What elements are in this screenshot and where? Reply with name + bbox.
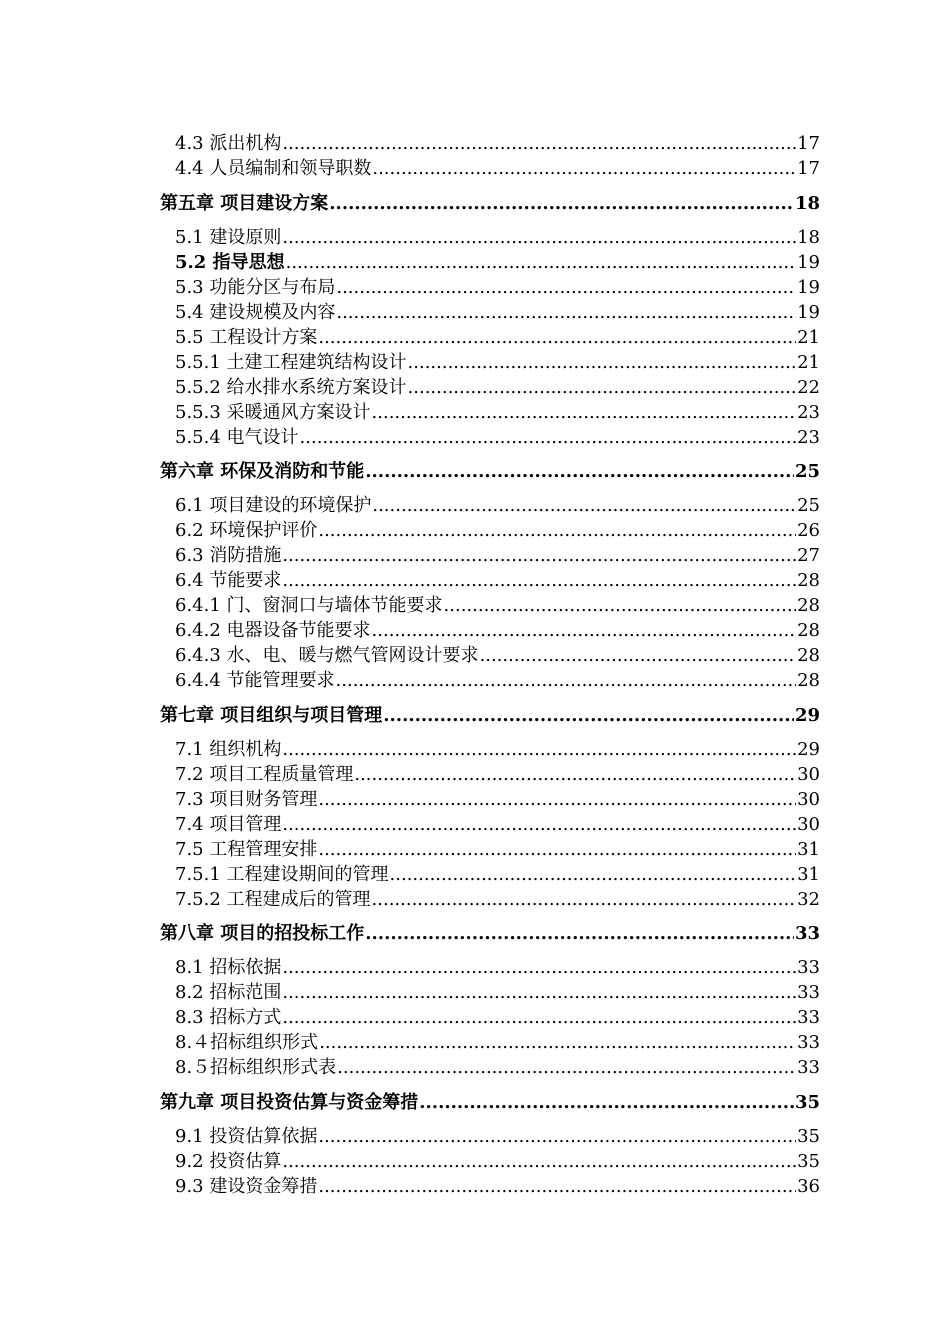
toc-chapter-entry[interactable] — [160, 922, 820, 946]
toc-entry-title: 5.3 功能分区与布局 — [175, 277, 336, 298]
toc-entry[interactable] — [175, 351, 820, 375]
toc-entry-page: 35 — [797, 1151, 820, 1172]
toc-entry-page: 33 — [797, 957, 820, 978]
toc-entry-title: 4.3 派出机构 — [175, 133, 282, 154]
toc-entry[interactable] — [175, 838, 820, 862]
toc-leader — [329, 192, 794, 216]
toc-entry[interactable] — [175, 1056, 820, 1080]
toc-entry-title: 5.2 指导思想 — [175, 252, 285, 273]
toc-entry-page: 28 — [797, 645, 820, 666]
toc-entry-page: 25 — [797, 495, 820, 516]
toc-entry[interactable] — [175, 813, 820, 837]
toc-entry-title: 5.4 建设规模及内容 — [175, 302, 336, 323]
toc-leader — [390, 863, 797, 887]
toc-leader — [318, 788, 796, 812]
toc-entry-title: 6.4 节能要求 — [175, 570, 282, 591]
toc-entry-page: 33 — [797, 1007, 820, 1028]
toc-leader — [282, 1150, 796, 1174]
toc-entry-page: 30 — [797, 814, 820, 835]
toc-entry[interactable] — [175, 1031, 820, 1055]
toc-entry-title: 6.4.3 水、电、暖与燃气管网设计要求 — [175, 645, 479, 666]
toc-entry[interactable] — [175, 276, 820, 300]
toc-leader — [336, 301, 796, 325]
toc-entry-page: 31 — [797, 864, 820, 885]
toc-entry-page: 26 — [797, 520, 820, 541]
toc-entry-page: 17 — [797, 158, 820, 179]
toc-entry-title: 4.4 人员编制和领导职数 — [175, 158, 372, 179]
toc-leader — [282, 981, 796, 1005]
toc-entry[interactable] — [175, 738, 820, 762]
toc-entry[interactable] — [175, 956, 820, 980]
toc-entry[interactable] — [175, 594, 820, 618]
toc-entry-page: 22 — [797, 377, 820, 398]
toc-entry[interactable] — [175, 251, 820, 275]
toc-chapter-entry[interactable] — [160, 192, 820, 216]
toc-entry-page: 21 — [797, 327, 820, 348]
toc-entry[interactable] — [175, 1125, 820, 1149]
toc-chapter-title: 第九章 项目投资估算与资金筹措 — [160, 1092, 419, 1113]
toc-entry-page: 17 — [797, 133, 820, 154]
toc-entry-page: 23 — [797, 402, 820, 423]
toc-entry-page: 28 — [797, 595, 820, 616]
toc-entry-title: 8.1 招标依据 — [175, 957, 282, 978]
toc-leader — [282, 813, 796, 837]
toc-leader — [282, 569, 796, 593]
toc-entry-page: 28 — [797, 670, 820, 691]
toc-entry-page: 33 — [797, 1057, 820, 1078]
toc-leader — [419, 1091, 794, 1115]
toc-leader — [286, 251, 797, 275]
toc-entry-title: 9.2 投资估算 — [175, 1151, 282, 1172]
toc-entry[interactable] — [175, 401, 820, 425]
toc-chapter-page: 18 — [794, 193, 820, 214]
toc-entry-page: 19 — [797, 277, 820, 298]
toc-entry[interactable] — [175, 326, 820, 350]
toc-entry-page: 19 — [797, 252, 820, 273]
toc-leader — [318, 838, 796, 862]
toc-entry-page: 28 — [797, 570, 820, 591]
toc-entry-title: 8.４招标组织形式 — [175, 1032, 319, 1053]
toc-leader — [282, 544, 796, 568]
toc-leader — [282, 1006, 796, 1030]
toc-chapter-page: 35 — [794, 1092, 820, 1113]
toc-entry-page: 21 — [797, 352, 820, 373]
toc-leader — [480, 644, 797, 668]
toc-entry[interactable] — [175, 226, 820, 250]
toc-entry-page: 33 — [797, 982, 820, 1003]
toc-leader — [365, 460, 794, 484]
toc-entry-title: 6.4.2 电器设备节能要求 — [175, 620, 371, 641]
toc-entry-page: 30 — [797, 789, 820, 810]
toc-entry[interactable] — [175, 376, 820, 400]
toc-entry[interactable] — [175, 863, 820, 887]
toc-entry-title: 9.3 建设资金筹措 — [175, 1176, 318, 1197]
toc-entry-page: 36 — [797, 1176, 820, 1197]
toc-leader — [282, 132, 796, 156]
toc-entry-title: 5.5 工程设计方案 — [175, 327, 318, 348]
toc-entry-title: 7.5.1 工程建设期间的管理 — [175, 864, 389, 885]
toc-entry-page: 35 — [797, 1126, 820, 1147]
toc-entry[interactable] — [175, 619, 820, 643]
toc-chapter-entry[interactable] — [160, 460, 820, 484]
toc-leader — [444, 594, 797, 618]
toc-leader — [372, 157, 796, 181]
toc-leader — [300, 426, 797, 450]
toc-chapter-entry[interactable] — [160, 704, 820, 728]
toc-entry-page: 33 — [797, 1032, 820, 1053]
toc-entry[interactable] — [175, 1175, 820, 1199]
toc-entry-title: 7.3 项目财务管理 — [175, 789, 318, 810]
toc-leader — [372, 888, 797, 912]
toc-leader — [282, 226, 796, 250]
toc-entry[interactable] — [175, 569, 820, 593]
toc-leader — [318, 1175, 796, 1199]
toc-leader — [318, 519, 796, 543]
toc-entry-title: 8.５招标组织形式表 — [175, 1057, 337, 1078]
toc-entry-title: 5.5.2 给水排水系统方案设计 — [175, 377, 407, 398]
toc-leader — [337, 1056, 796, 1080]
toc-leader — [408, 351, 797, 375]
toc-entry-title: 6.4.4 节能管理要求 — [175, 670, 335, 691]
toc-leader — [282, 738, 796, 762]
toc-entry-page: 27 — [797, 545, 820, 566]
toc-entry[interactable] — [175, 888, 820, 912]
toc-entry-page: 23 — [797, 427, 820, 448]
toc-entry-title: 7.4 项目管理 — [175, 814, 282, 835]
toc-entry-title: 6.4.1 门、窗洞口与墙体节能要求 — [175, 595, 443, 616]
toc-entry-title: 7.1 组织机构 — [175, 739, 282, 760]
toc-entry[interactable] — [175, 544, 820, 568]
toc-leader — [354, 763, 796, 787]
toc-entry-title: 5.1 建设原则 — [175, 227, 282, 248]
toc-leader — [383, 704, 794, 728]
toc-leader — [408, 376, 797, 400]
toc-entry-title: 5.5.3 采暖通风方案设计 — [175, 402, 371, 423]
toc-chapter-title: 第五章 项目建设方案 — [160, 193, 329, 214]
toc-leader — [319, 1031, 796, 1055]
toc-entry-page: 18 — [797, 227, 820, 248]
toc-entry-title: 7.5 工程管理安排 — [175, 839, 318, 860]
toc-entry[interactable] — [175, 301, 820, 325]
toc-entry-page: 19 — [797, 302, 820, 323]
toc-chapter-page: 33 — [794, 923, 820, 944]
toc-entry-title: 5.5.4 电气设计 — [175, 427, 299, 448]
toc-entry[interactable] — [175, 157, 820, 181]
toc-entry[interactable] — [175, 494, 820, 518]
toc-leader — [282, 956, 796, 980]
toc-entry[interactable] — [175, 519, 820, 543]
toc-entry-title: 6.3 消防措施 — [175, 545, 282, 566]
toc-chapter-title: 第七章 项目组织与项目管理 — [160, 705, 383, 726]
toc-entry[interactable] — [175, 426, 820, 450]
toc-entry[interactable] — [175, 1150, 820, 1174]
toc-entry-page: 29 — [797, 739, 820, 760]
toc-entry-title: 7.5.2 工程建成后的管理 — [175, 889, 371, 910]
toc-leader — [372, 619, 797, 643]
toc-chapter-page: 25 — [794, 461, 820, 482]
toc-entry-title: 8.3 招标方式 — [175, 1007, 282, 1028]
toc-leader — [336, 669, 797, 693]
toc-entry[interactable] — [175, 644, 820, 668]
toc-leader — [365, 922, 794, 946]
toc-entry[interactable] — [175, 763, 820, 787]
toc-chapter-entry[interactable] — [160, 1091, 820, 1115]
toc-entry[interactable] — [175, 788, 820, 812]
toc-entry[interactable] — [175, 981, 820, 1005]
toc-entry-title: 8.2 招标范围 — [175, 982, 282, 1003]
toc-entry[interactable] — [175, 132, 820, 156]
toc-chapter-title: 第六章 环保及消防和节能 — [160, 461, 365, 482]
toc-entry-title: 5.5.1 土建工程建筑结构设计 — [175, 352, 407, 373]
toc-entry-title: 7.2 项目工程质量管理 — [175, 764, 354, 785]
toc-entry-title: 9.1 投资估算依据 — [175, 1126, 318, 1147]
toc-leader — [318, 1125, 796, 1149]
toc-entry-page: 32 — [797, 889, 820, 910]
toc-entry[interactable] — [175, 1006, 820, 1030]
toc-entry-page: 31 — [797, 839, 820, 860]
toc-chapter-title: 第八章 项目的招投标工作 — [160, 923, 365, 944]
toc-entry-page: 30 — [797, 764, 820, 785]
toc-leader — [336, 276, 796, 300]
toc-leader — [372, 401, 797, 425]
toc-leader — [372, 494, 796, 518]
toc-leader — [318, 326, 796, 350]
toc-entry-page: 28 — [797, 620, 820, 641]
toc-entry[interactable] — [175, 669, 820, 693]
toc-entry-title: 6.1 项目建设的环境保护 — [175, 495, 372, 516]
toc-entry-title: 6.2 环境保护评价 — [175, 520, 318, 541]
toc-chapter-page: 29 — [794, 705, 820, 726]
